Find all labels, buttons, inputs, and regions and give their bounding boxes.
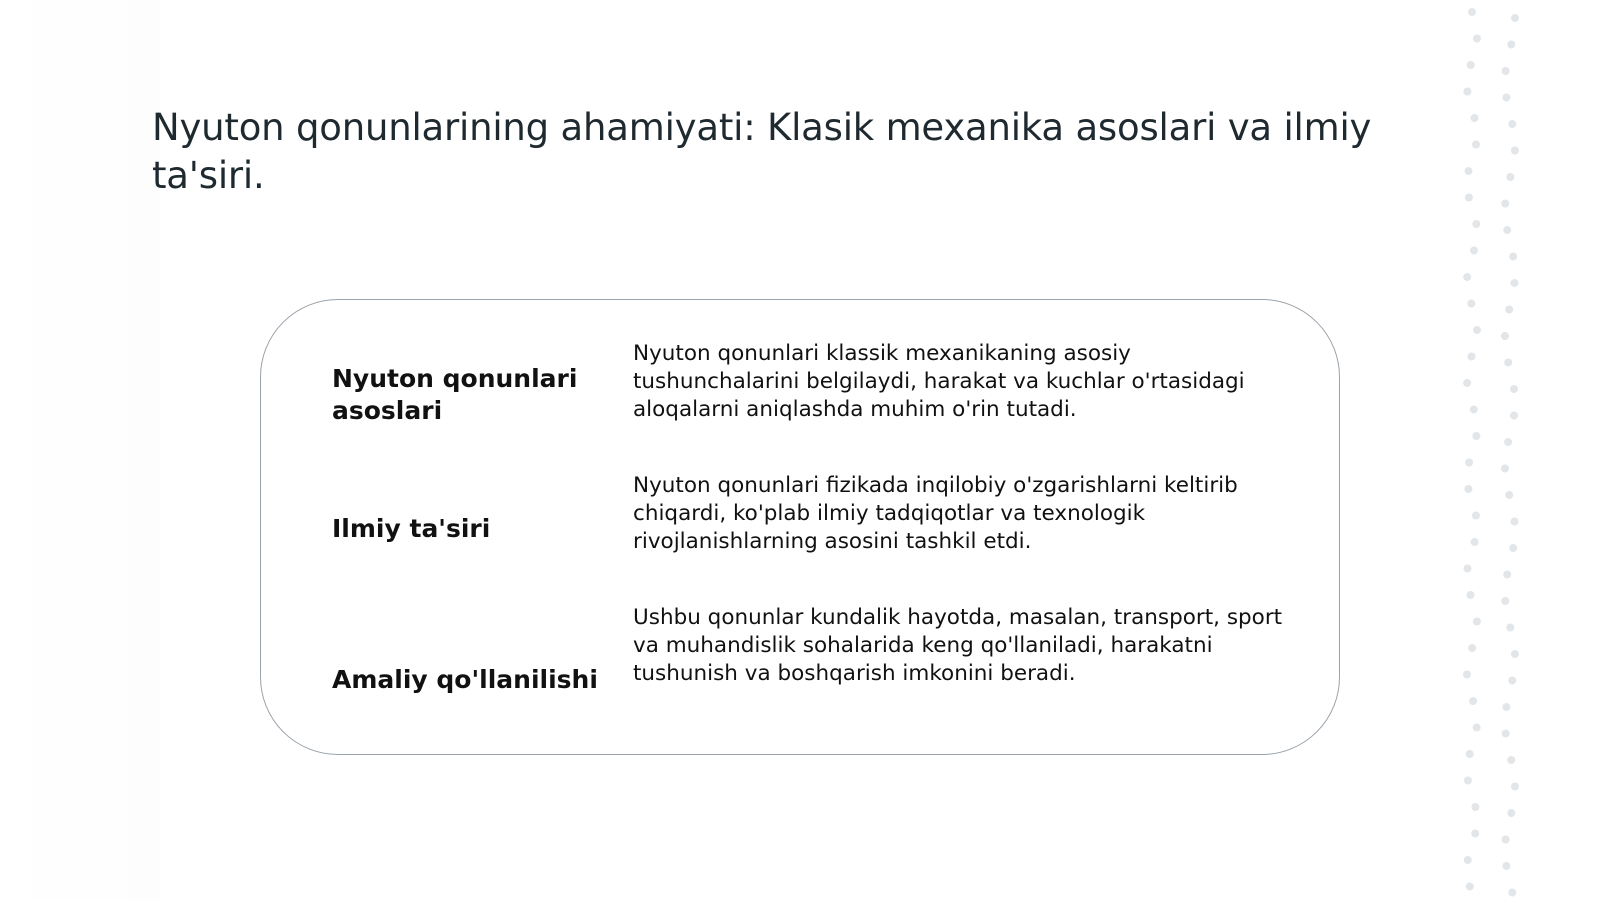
decorative-dot (1471, 114, 1479, 122)
decorative-dot (1472, 432, 1480, 440)
decorative-dot (1464, 777, 1472, 785)
decorative-dot (1472, 220, 1480, 228)
row-label: Ilmiy ta'siri (332, 514, 491, 543)
decorative-dot (1464, 856, 1472, 864)
decorative-dot (1503, 226, 1511, 234)
decorative-dot (1502, 862, 1510, 870)
decorative-dot (1467, 591, 1475, 599)
slide-title: Nyuton qonunlarining ahamiyati: Klasik mexanika asoslari va ilmiy ta'siri. (152, 106, 1372, 197)
decorative-dot (1509, 544, 1517, 552)
decorative-dot (1465, 167, 1473, 175)
decorative-dot (1472, 141, 1480, 149)
decorative-dot (1509, 253, 1517, 261)
decorative-dot (1504, 438, 1512, 446)
decorative-dot (1465, 194, 1473, 202)
decorative-dot (1511, 650, 1519, 658)
decorative-dot (1511, 147, 1519, 155)
content-card (260, 299, 1340, 755)
decorative-dot (1501, 465, 1509, 473)
decorative-dot (1511, 783, 1519, 791)
decorative-dot (1504, 359, 1512, 367)
decorative-dot (1511, 14, 1519, 22)
decorative-dot (1506, 624, 1514, 632)
decorative-dot (1510, 385, 1518, 393)
decorative-dot (1506, 173, 1514, 181)
decorative-dot (1508, 889, 1516, 897)
decorative-dot (1502, 836, 1510, 844)
decorative-dot (1471, 538, 1479, 546)
decorative-dot (1473, 618, 1481, 626)
decorative-dot (1473, 326, 1481, 334)
decorative-dot (1463, 671, 1471, 679)
decorative-dot (1502, 703, 1510, 711)
decorative-dot (1466, 750, 1474, 758)
left-background-fade (0, 0, 160, 899)
decorative-dot (1471, 803, 1479, 811)
decorative-dot (1502, 730, 1510, 738)
decorative-dot (1472, 512, 1480, 520)
decorative-dot (1503, 571, 1511, 579)
decorative-dot (1510, 412, 1518, 420)
decorative-dot (1507, 756, 1515, 764)
decorative-dot (1470, 406, 1478, 414)
decorative-dot (1507, 809, 1515, 817)
decorative-dot (1473, 35, 1481, 43)
decorative-dot (1469, 697, 1477, 705)
row-description: Ushbu qonunlar kundalik hayotda, masalan, transport, sport va muhandislik sohalarida keng qo'llaniladi, harakatni tushunish va boshqarish imkonini beradi. (633, 605, 1283, 686)
decorative-dot (1473, 724, 1481, 732)
decorative-dot (1502, 67, 1510, 75)
row-label: Amaliy qo'llanilishi (332, 665, 598, 694)
decorative-dot (1508, 120, 1516, 128)
decorative-dot (1501, 200, 1509, 208)
decorative-dot (1467, 300, 1475, 308)
decorative-dot (1464, 485, 1472, 493)
decorative-dot (1507, 41, 1515, 49)
decorative-dot (1463, 88, 1471, 96)
decorative-dot (1505, 306, 1513, 314)
decorative-dot (1468, 8, 1476, 16)
decorative-dot (1463, 379, 1471, 387)
decorative-dot (1467, 61, 1475, 69)
decorative-dot (1511, 279, 1519, 287)
decorative-dot (1501, 597, 1509, 605)
decorative-dot (1468, 644, 1476, 652)
decorative-dot (1505, 491, 1513, 499)
decorative-dot (1463, 273, 1471, 281)
decorative-dot (1465, 459, 1473, 467)
row-description: Nyuton qonunlari klassik mexanikaning asosiy tushunchalarini belgilaydi, harakat va kuchlar o'rtasidagi aloqalarni aniqlashda muhim o'rin tutadi. (633, 341, 1245, 422)
decorative-dot (1470, 247, 1478, 255)
decorative-dot (1502, 94, 1510, 102)
decorative-dot (1471, 830, 1479, 838)
decorative-dot (1468, 353, 1476, 361)
decorative-dot (1508, 677, 1516, 685)
decorative-dot (1466, 883, 1474, 891)
decorative-dot (1464, 565, 1472, 573)
decorative-dot (1501, 332, 1509, 340)
row-description: Nyuton qonunlari fizikada inqilobiy o'zgarishlarni keltirib chiqardi, ko'plab ilmiy tadqiqotlar va texnologik rivojlanishlarning asosini tashkil etdi. (633, 473, 1238, 554)
decorative-dot-pattern (1456, 0, 1536, 899)
row-label: Nyuton qonunlari asoslari (332, 364, 578, 425)
decorative-dot (1511, 518, 1519, 526)
